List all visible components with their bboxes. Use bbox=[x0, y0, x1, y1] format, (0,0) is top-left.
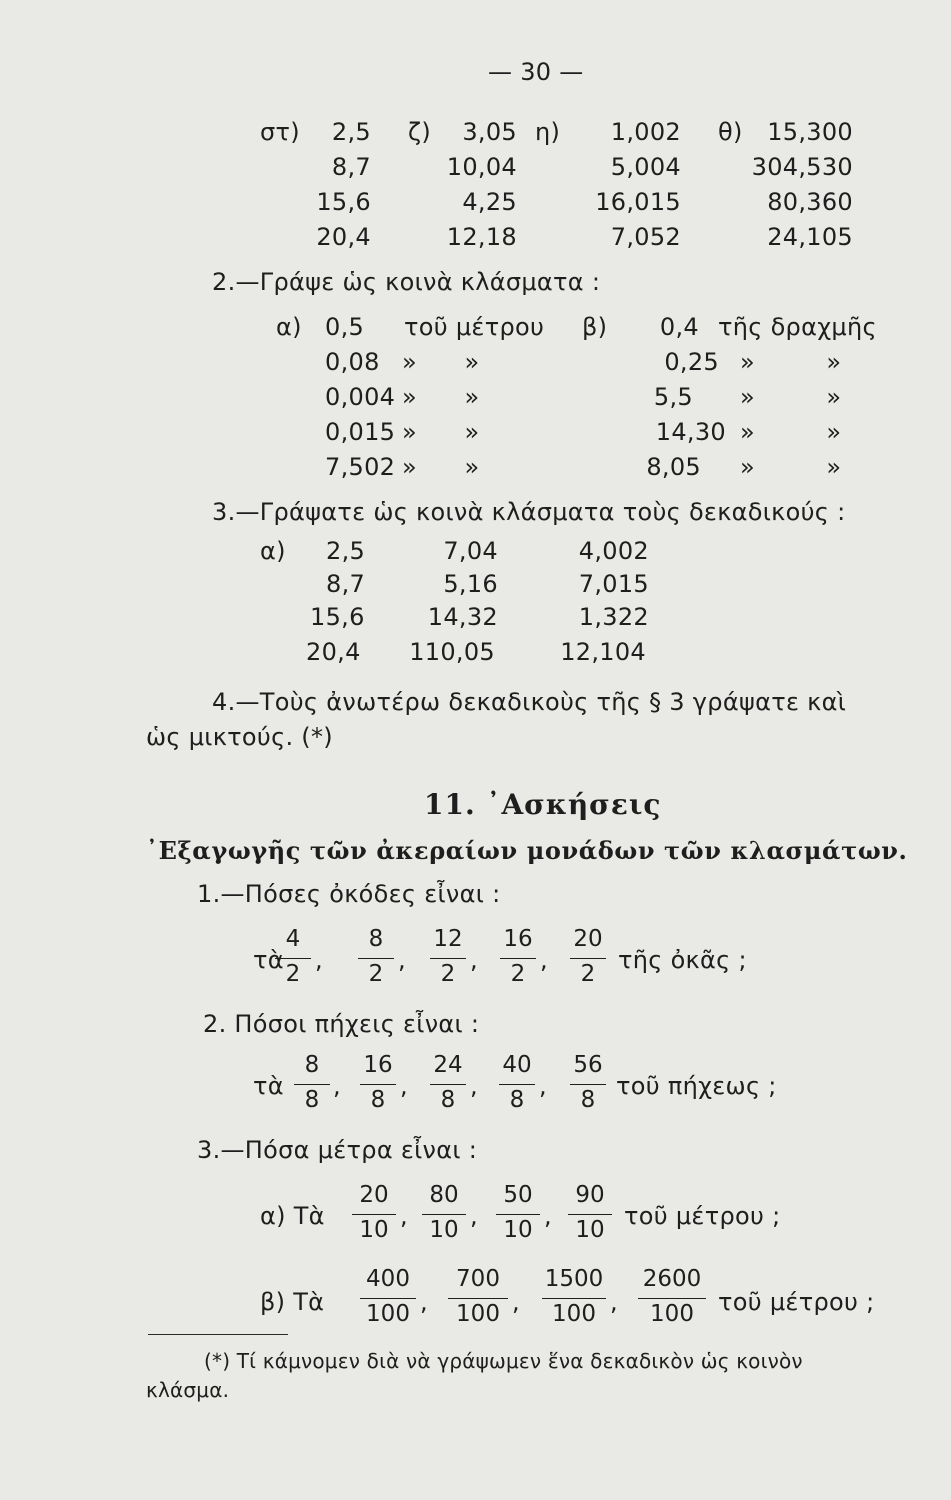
numerator: 12 bbox=[433, 926, 463, 952]
fraction bbox=[428, 1054, 468, 1112]
fraction bbox=[273, 928, 313, 986]
table-cell: 10,04 bbox=[446, 153, 517, 181]
label-a: α) bbox=[260, 537, 286, 565]
fraction bbox=[568, 928, 608, 986]
fraction-prefix: α) Τὰ bbox=[260, 1202, 325, 1230]
numerator: 8 bbox=[368, 926, 384, 952]
ditto-marks: » » bbox=[402, 418, 480, 446]
comma: , bbox=[544, 1202, 552, 1230]
fraction-suffix: τοῦ μέτρου ; bbox=[718, 1288, 875, 1316]
table-cell: 0,4 bbox=[659, 313, 699, 341]
table-cell: 14,30 bbox=[655, 418, 726, 446]
table-cell: 12,18 bbox=[446, 223, 517, 251]
denominator: 2 bbox=[440, 961, 456, 987]
unit-label: τοῦ μέτρου bbox=[404, 313, 545, 341]
label-st: στ) bbox=[260, 118, 300, 146]
table-cell: 8,7 bbox=[331, 153, 371, 181]
denominator: 8 bbox=[509, 1087, 525, 1113]
numerator: 24 bbox=[433, 1052, 463, 1078]
denominator: 8 bbox=[370, 1087, 386, 1113]
denominator: 10 bbox=[429, 1217, 459, 1243]
table-cell: 1,002 bbox=[610, 118, 681, 146]
comma: , bbox=[333, 1072, 341, 1100]
fraction-prefix: β) Τὰ bbox=[260, 1288, 325, 1316]
table-cell: 20,4 bbox=[316, 223, 371, 251]
comma: , bbox=[400, 1202, 408, 1230]
table-cell: 4,25 bbox=[462, 188, 517, 216]
table-cell: 5,16 bbox=[443, 570, 498, 598]
ditto-marks: » » bbox=[740, 418, 842, 446]
comma: , bbox=[400, 1072, 408, 1100]
comma: , bbox=[420, 1288, 428, 1316]
numerator: 50 bbox=[503, 1182, 533, 1208]
comma: , bbox=[470, 1072, 478, 1100]
denominator: 10 bbox=[359, 1217, 389, 1243]
page-number: — 30 — bbox=[488, 58, 584, 86]
ditto-marks: » » bbox=[740, 348, 842, 376]
denominator: 100 bbox=[456, 1301, 500, 1327]
comma: , bbox=[540, 946, 548, 974]
table-cell: 0,004 bbox=[325, 383, 396, 411]
section-subtitle: ᾿Εξαγωγῆς τῶν ἀκεραίων μονάδων τῶν κλασμάτων. bbox=[146, 836, 908, 865]
unit-label: τῆς δραχμῆς bbox=[718, 313, 877, 341]
table-cell: 5,5 bbox=[653, 383, 693, 411]
table-cell: 0,08 bbox=[325, 348, 380, 376]
denominator: 2 bbox=[580, 961, 596, 987]
fraction-suffix: τῆς ὀκᾶς ; bbox=[618, 946, 747, 974]
table-cell: 12,104 bbox=[560, 638, 646, 666]
numerator: 16 bbox=[503, 926, 533, 952]
numerator: 90 bbox=[575, 1182, 605, 1208]
ditto-marks: » » bbox=[740, 383, 842, 411]
footnote-rule bbox=[148, 1334, 288, 1335]
fraction bbox=[358, 1268, 418, 1326]
fraction-prefix: τὰ bbox=[253, 946, 284, 974]
table-cell: 2,5 bbox=[326, 537, 366, 565]
question-1-title: 1.—Πόσες ὀκόδες εἶναι : bbox=[197, 880, 501, 908]
numerator: 400 bbox=[366, 1266, 410, 1292]
table-cell: 80,360 bbox=[767, 188, 853, 216]
numerator: 40 bbox=[502, 1052, 532, 1078]
table-cell: 8,7 bbox=[326, 570, 366, 598]
numerator: 4 bbox=[285, 926, 301, 952]
numerator: 20 bbox=[573, 926, 603, 952]
fraction bbox=[420, 1184, 468, 1242]
label-h: η) bbox=[535, 118, 561, 146]
numerator: 2600 bbox=[642, 1266, 702, 1292]
table-cell: 5,004 bbox=[610, 153, 681, 181]
table-cell: 15,6 bbox=[316, 188, 371, 216]
fraction bbox=[566, 1184, 614, 1242]
fraction bbox=[494, 1184, 542, 1242]
denominator: 100 bbox=[650, 1301, 694, 1327]
question-2-title: 2. Πόσοι πήχεις εἶναι : bbox=[203, 1010, 480, 1038]
fraction bbox=[356, 928, 396, 986]
ditto-marks: » » bbox=[740, 453, 842, 481]
fraction bbox=[568, 1054, 608, 1112]
comma: , bbox=[512, 1288, 520, 1316]
label-th: θ) bbox=[718, 118, 743, 146]
numerator: 20 bbox=[359, 1182, 389, 1208]
comma: , bbox=[539, 1072, 547, 1100]
table-cell: 1,322 bbox=[578, 603, 649, 631]
comma: , bbox=[470, 946, 478, 974]
table-cell: 0,015 bbox=[325, 418, 396, 446]
ditto-marks: » » bbox=[402, 383, 480, 411]
table-cell: 24,105 bbox=[767, 223, 853, 251]
table-cell: 3,05 bbox=[462, 118, 517, 146]
question-3-title: 3.—Πόσα μέτρα εἶναι : bbox=[197, 1136, 478, 1164]
table-cell: 2,5 bbox=[331, 118, 371, 146]
denominator: 2 bbox=[368, 961, 384, 987]
denominator: 100 bbox=[552, 1301, 596, 1327]
table-cell: 0,5 bbox=[325, 313, 365, 341]
fraction bbox=[428, 928, 468, 986]
fraction bbox=[540, 1268, 608, 1326]
fraction-suffix: τοῦ πήχεως ; bbox=[616, 1072, 777, 1100]
comma: , bbox=[398, 946, 406, 974]
fraction bbox=[358, 1054, 398, 1112]
numerator: 16 bbox=[363, 1052, 393, 1078]
fraction bbox=[350, 1184, 398, 1242]
label-z: ζ) bbox=[408, 118, 432, 146]
ditto-marks: » » bbox=[402, 453, 480, 481]
label-a: α) bbox=[276, 313, 302, 341]
table-cell: 15,300 bbox=[767, 118, 853, 146]
numerator: 80 bbox=[429, 1182, 459, 1208]
table-cell: 110,05 bbox=[409, 638, 495, 666]
table-cell: 0,25 bbox=[664, 348, 719, 376]
denominator: 8 bbox=[304, 1087, 320, 1113]
table-cell: 7,04 bbox=[443, 537, 498, 565]
comma: , bbox=[470, 1202, 478, 1230]
table-cell: 7,052 bbox=[610, 223, 681, 251]
numerator: 1500 bbox=[544, 1266, 604, 1292]
exercise-4-line-1: 4.—Τοὺς ἀνωτέρω δεκαδικοὺς τῆς § 3 γράψατε καὶ bbox=[212, 688, 847, 716]
table-cell: 15,6 bbox=[310, 603, 365, 631]
exercise-3-title: 3.—Γράψατε ὡς κοινὰ κλάσματα τοὺς δεκαδικούς : bbox=[212, 498, 846, 526]
exercise-4-line-2: ὡς μικτούς. (*) bbox=[146, 723, 333, 751]
table-cell: 20,4 bbox=[306, 638, 361, 666]
comma: , bbox=[315, 946, 323, 974]
fraction bbox=[636, 1268, 708, 1326]
table-cell: 4,002 bbox=[578, 537, 649, 565]
exercise-2-title: 2.—Γράψε ὡς κοινὰ κλάσματα : bbox=[212, 268, 601, 296]
fraction bbox=[498, 928, 538, 986]
denominator: 2 bbox=[510, 961, 526, 987]
denominator: 100 bbox=[366, 1301, 410, 1327]
table-cell: 7,502 bbox=[325, 453, 396, 481]
denominator: 10 bbox=[503, 1217, 533, 1243]
fraction bbox=[292, 1054, 332, 1112]
numerator: 700 bbox=[456, 1266, 500, 1292]
fraction-prefix: τὰ bbox=[253, 1072, 284, 1100]
section-title: 11. ᾿Ασκήσεις bbox=[424, 788, 662, 821]
denominator: 8 bbox=[440, 1087, 456, 1113]
footnote-line-1: (*) Τί κάμνομεν διὰ νὰ γράψωμεν ἕνα δεκαδικὸν ὡς κοινὸν bbox=[204, 1349, 803, 1373]
table-cell: 7,015 bbox=[578, 570, 649, 598]
fraction-suffix: τοῦ μέτρου ; bbox=[624, 1202, 781, 1230]
footnote-line-2: κλάσμα. bbox=[146, 1378, 230, 1402]
numerator: 8 bbox=[304, 1052, 320, 1078]
denominator: 10 bbox=[575, 1217, 605, 1243]
denominator: 2 bbox=[285, 961, 301, 987]
ditto-marks: » » bbox=[402, 348, 480, 376]
label-b: β) bbox=[582, 313, 608, 341]
table-cell: 8,05 bbox=[646, 453, 701, 481]
denominator: 8 bbox=[580, 1087, 596, 1113]
numerator: 56 bbox=[573, 1052, 603, 1078]
fraction bbox=[497, 1054, 537, 1112]
fraction bbox=[446, 1268, 510, 1326]
table-cell: 14,32 bbox=[427, 603, 498, 631]
table-cell: 16,015 bbox=[595, 188, 681, 216]
comma: , bbox=[610, 1288, 618, 1316]
table-cell: 304,530 bbox=[751, 153, 853, 181]
